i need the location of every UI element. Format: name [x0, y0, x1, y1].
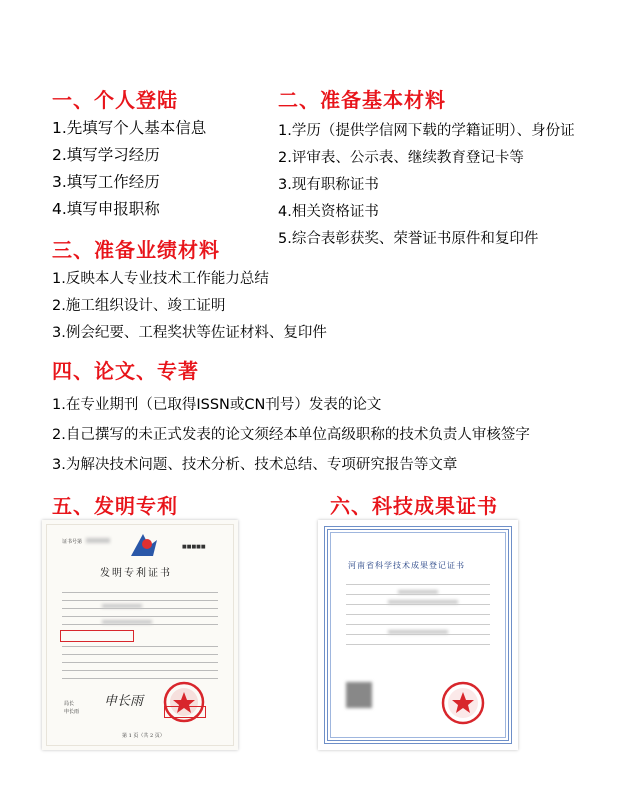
list-item: 5.综合表彰获奖、荣誉证书原件和复印件: [278, 231, 539, 247]
list-item: 3.为解决技术问题、技术分析、技术总结、专项研究报告等文章: [52, 457, 458, 473]
highlight-box: [164, 706, 206, 718]
list-item: 2.评审表、公示表、继续教育登记卡等: [278, 150, 524, 166]
achievement-certificate-image: [318, 520, 518, 750]
patent-certificate-image: 证书号第 ■■■■■ 发明专利证书 申长雨 局长 申长雨 第 1 页（共 2 页）: [42, 520, 238, 750]
achievement-certificate-title: 河南省科学技术成果登记证书: [348, 561, 465, 570]
list-item: 4.相关资格证书: [278, 204, 379, 220]
patent-certificate-title: 发明专利证书: [100, 568, 172, 579]
list-item: 1.反映本人专业技术工作能力总结: [52, 271, 269, 287]
section-title-basic-materials: 二、准备基本材料: [278, 88, 446, 112]
list-item: 4.填写申报职称: [52, 200, 160, 218]
official-seal-icon: [440, 680, 486, 726]
signature: 申长雨: [104, 694, 144, 709]
section-title-performance-materials: 三、准备业绩材料: [52, 238, 220, 262]
list-item: 1.学历（提供学信网下载的学籍证明）、身份证: [278, 123, 575, 139]
section-title-invention-patent: 五、发明专利: [52, 494, 178, 518]
section-title-achievement-certificate: 六、科技成果证书: [330, 494, 498, 518]
list-item: 1.先填写个人基本信息: [52, 119, 207, 137]
patent-office-logo-icon: [127, 530, 161, 560]
list-item: 1.在专业期刊（已取得ISSN或CN刊号）发表的论文: [52, 397, 382, 413]
list-item: 2.施工组织设计、竣工证明: [52, 298, 226, 314]
section-title-personal-login: 一、个人登陆: [52, 88, 178, 112]
blurred-photo: [346, 682, 372, 708]
list-item: 2.自己撰写的未正式发表的论文须经本单位高级职称的技术负责人审核签字: [52, 427, 530, 443]
list-item: 3.现有职称证书: [278, 177, 379, 193]
list-item: 3.例会纪要、工程奖状等佐证材料、复印件: [52, 325, 327, 341]
list-item: 2.填写学习经历: [52, 146, 160, 164]
section-title-papers: 四、论文、专著: [52, 359, 199, 383]
list-item: 3.填写工作经历: [52, 173, 160, 191]
highlight-box: [60, 630, 134, 642]
